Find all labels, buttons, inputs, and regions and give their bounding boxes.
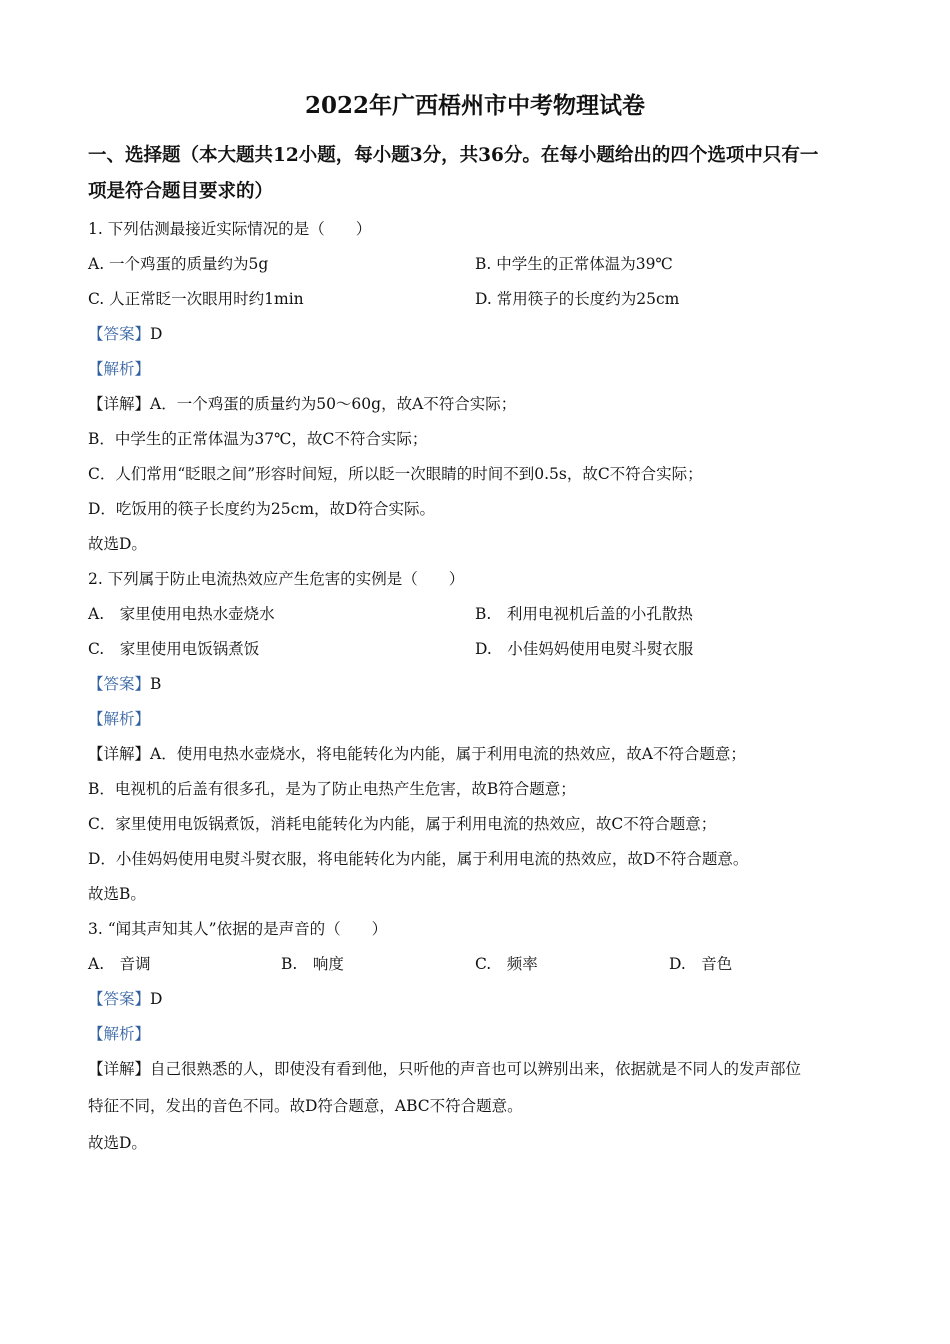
section-heading-line-1: 一、选择题（本大题共12小题，每小题3分，共36分。在每小题给出的四个选项中只有一 bbox=[88, 145, 819, 166]
answer-value: D bbox=[150, 325, 163, 343]
question-2-option-b: B. 利用电视机后盖的小孔散热 bbox=[475, 605, 693, 623]
question-2-option-d: D. 小佳妈妈使用电熨斗熨衣服 bbox=[475, 640, 694, 658]
question-3-option-b: B. 响度 bbox=[281, 955, 344, 973]
question-3-option-d: D. 音色 bbox=[669, 955, 733, 973]
question-3-option-c: C. 频率 bbox=[475, 955, 538, 973]
question-1-option-a: A. 一个鸡蛋的质量约为5g bbox=[88, 255, 269, 273]
question-2-stem: 2. 下列属于防止电流热效应产生危害的实例是（ ） bbox=[88, 570, 465, 588]
analysis-tag: 【解析】 bbox=[88, 1025, 151, 1043]
question-2-option-a: A. 家里使用电热水壶烧水 bbox=[88, 605, 275, 623]
question-2-detail-line: D．小佳妈妈使用电熨斗熨衣服，将电能转化为内能，属于利用电流的热效应，故D不符合题意。 bbox=[88, 850, 749, 868]
detail-text: A．一个鸡蛋的质量约为50～60g，故A不符合实际； bbox=[150, 395, 517, 413]
answer-tag: 【答案】 bbox=[88, 675, 151, 693]
detail-text: A．使用电热水壶烧水，将电能转化为内能，属于利用电流的热效应，故A不符合题意； bbox=[150, 745, 746, 763]
question-2-conclusion: 故选B。 bbox=[88, 885, 146, 903]
question-3-detail-line: 特征不同，发出的音色不同。故D符合题意，ABC不符合题意。 bbox=[88, 1097, 523, 1115]
question-1-detail-line bbox=[88, 392, 878, 416]
question-1-option-c: C. 人正常眨一次眼用时约1min bbox=[88, 290, 304, 308]
question-1-detail-line: D．吃饭用的筷子长度约为25cm，故D符合实际。 bbox=[88, 500, 435, 518]
question-1-analysis bbox=[88, 357, 878, 381]
question-2-answer bbox=[88, 672, 878, 696]
question-2-option-c: C. 家里使用电饭锅煮饭 bbox=[88, 640, 260, 658]
question-3-stem: 3. “闻其声知其人”依据的是声音的（ ） bbox=[88, 920, 388, 938]
question-1-option-d: D. 常用筷子的长度约为25cm bbox=[475, 290, 680, 308]
answer-tag: 【答案】 bbox=[88, 990, 151, 1008]
detail-text: 自己很熟悉的人，即使没有看到他，只听他的声音也可以辨别出来，依据就是不同人的发声部位 bbox=[150, 1060, 802, 1078]
detail-tag: 【详解】 bbox=[88, 395, 151, 413]
question-2-analysis bbox=[88, 707, 878, 731]
question-3-analysis bbox=[88, 1022, 878, 1046]
question-3-answer bbox=[88, 987, 878, 1011]
question-2-detail-line bbox=[88, 742, 878, 766]
question-3-conclusion: 故选D。 bbox=[88, 1134, 147, 1152]
answer-value: D bbox=[150, 990, 163, 1008]
question-1-detail-line: B．中学生的正常体温为37℃，故C不符合实际； bbox=[88, 430, 428, 448]
question-3-option-a: A. 音调 bbox=[88, 955, 151, 973]
answer-value: B bbox=[150, 675, 162, 693]
page-title: 2022年广西梧州市中考物理试卷 bbox=[304, 92, 645, 119]
section-heading-line-2: 项是符合题目要求的） bbox=[88, 181, 274, 202]
question-1-conclusion: 故选D。 bbox=[88, 535, 147, 553]
detail-tag: 【详解】 bbox=[88, 1060, 151, 1078]
question-1-detail-line: C．人们常用“眨眼之间”形容时间短，所以眨一次眼睛的时间不到0.5s，故C不符合实际； bbox=[88, 465, 703, 483]
detail-tag: 【详解】 bbox=[88, 745, 151, 763]
question-1-option-b: B. 中学生的正常体温为39℃ bbox=[475, 255, 673, 273]
answer-tag: 【答案】 bbox=[88, 325, 151, 343]
analysis-tag: 【解析】 bbox=[88, 360, 151, 378]
question-2-detail-line: C．家里使用电饭锅煮饭，消耗电能转化为内能，属于利用电流的热效应，故C不符合题意； bbox=[88, 815, 717, 833]
analysis-tag: 【解析】 bbox=[88, 710, 151, 728]
question-1-answer bbox=[88, 322, 878, 346]
question-3-detail-line bbox=[88, 1057, 878, 1081]
question-1-stem: 1. 下列估测最接近实际情况的是（ ） bbox=[88, 220, 372, 238]
question-2-detail-line: B．电视机的后盖有很多孔，是为了防止电热产生危害，故B符合题意； bbox=[88, 780, 576, 798]
